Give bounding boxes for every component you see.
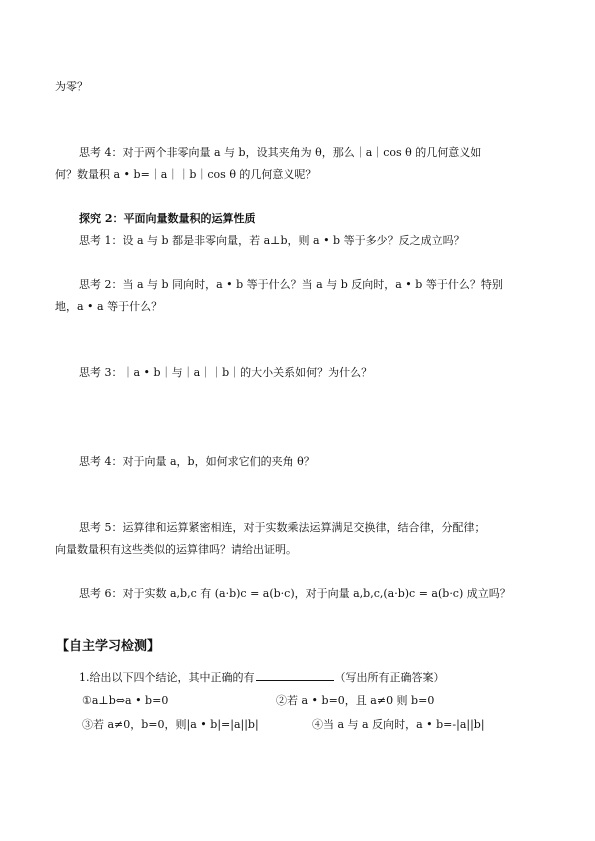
text-line: 思考 5：运算律和运算紧密相连，对于实数乘法运算满足交换律，结合律，分配律； xyxy=(79,521,486,534)
answer-blank[interactable] xyxy=(256,670,334,681)
option-2: ②若 a • b=0，且 a≠0 则 b=0 xyxy=(276,694,435,707)
option-1: ①a⊥b⇔a • b=0 xyxy=(82,694,169,707)
text-line: 思考 2：当 a 与 b 同向时，a • b 等于什么？当 a 与 b 反向时，a • b 等于什么？特别 xyxy=(79,278,503,291)
question-line xyxy=(79,670,445,685)
text-line: 何？数量积 a • b=｜a｜｜b｜cos θ 的几何意义呢？ xyxy=(55,168,317,181)
question-suffix: （写出所有正确答案） xyxy=(334,671,445,684)
option-3: ③若 a≠0，b=0，则|a • b|=|a||b| xyxy=(82,718,259,731)
subheading: 探究 2：平面向量数量积的运算性质 xyxy=(79,212,256,225)
text-line: 思考 3：｜a • b｜与｜a｜｜b｜的大小关系如何？为什么？ xyxy=(79,366,373,379)
text-line: 地，a • a 等于什么？ xyxy=(55,300,163,313)
text-line: 思考 4：对于向量 a，b，如何求它们的夹角 θ？ xyxy=(79,455,315,468)
text-line: 思考 1：设 a 与 b 都是非零向量，若 a⊥b，则 a • b 等于多少？反之成立吗？ xyxy=(79,234,465,247)
text-line: 思考 4：对于两个非零向量 a 与 b，设其夹角为 θ，那么｜a｜cos θ 的几何意义如 xyxy=(79,146,482,159)
option-4: ④当 a 与 a 反向时，a • b=-|a||b| xyxy=(312,718,485,731)
text-line: 向量数量积有这些类似的运算律吗？请给出证明。 xyxy=(55,543,297,556)
section-heading: 【自主学习检测】 xyxy=(56,639,161,654)
text-line: 为零？ xyxy=(55,80,88,93)
question-prefix: 1.给出以下四个结论，其中正确的有 xyxy=(79,671,255,684)
text-line: 思考 6：对于实数 a,b,c 有 (a·b)c = a(b·c)，对于向量 a,b,c,(a·b)c = a(b·c) 成立吗？ xyxy=(79,587,511,600)
